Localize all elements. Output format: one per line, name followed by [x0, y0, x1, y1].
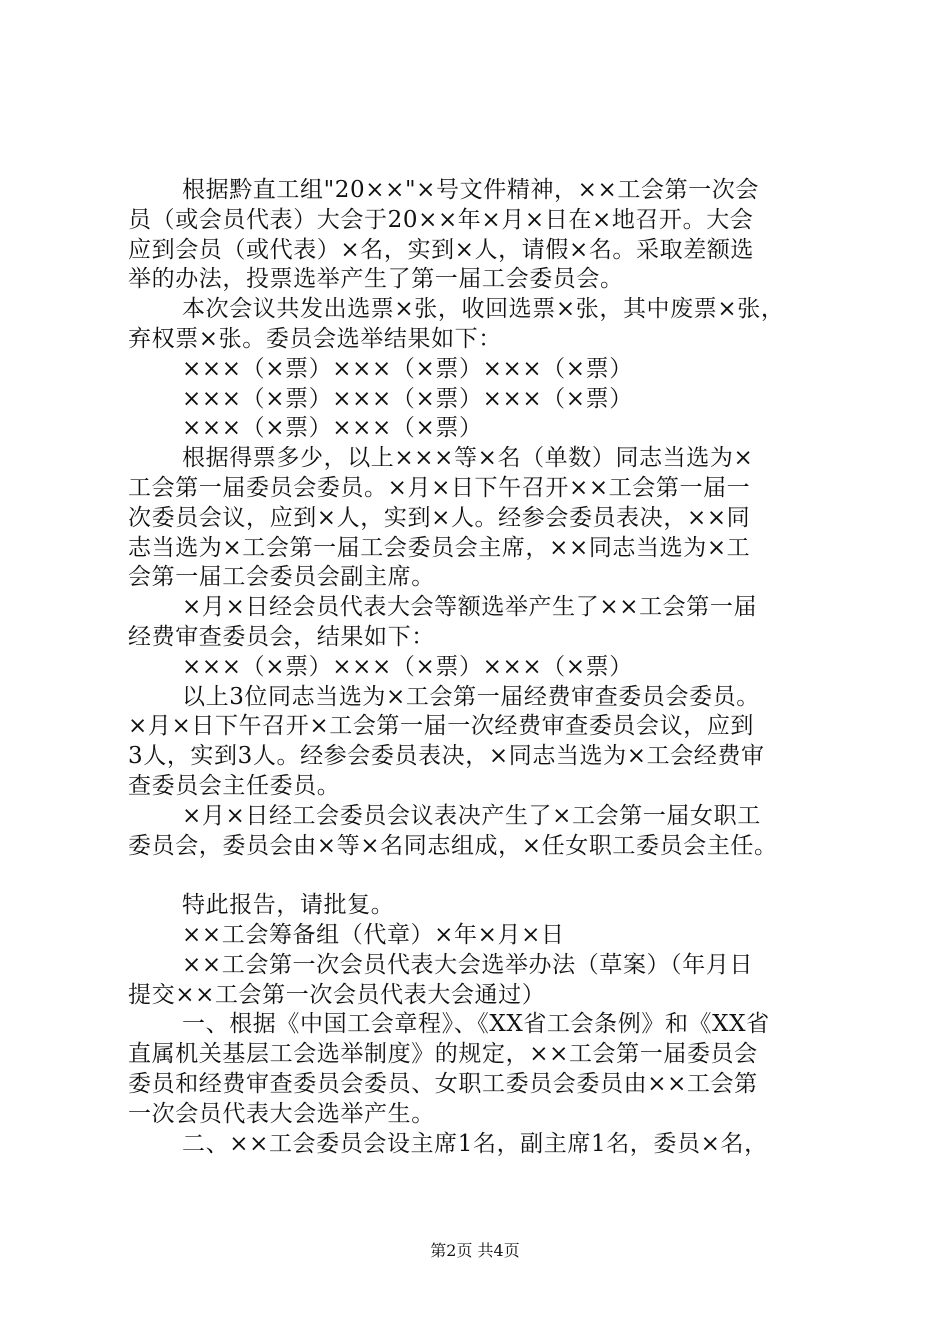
section-title-line: 提交××工会第一次会员代表大会通过）: [128, 981, 546, 1008]
text-line: 举的办法，投票选举产生了第一届工会委员会。: [128, 266, 624, 293]
text-line: 根据得票多少，以上×××等×名（单数）同志当选为×: [182, 445, 754, 472]
paragraph-gap: [128, 861, 848, 891]
text-line: 本次会议共发出选票×张，收回选票×张，其中废票×张，: [182, 296, 785, 323]
text-line: ×月×日经会员代表大会等额选举产生了××工会第一届: [182, 594, 758, 621]
vote-result-line: ×××（×票）×××（×票）×××（×票）: [182, 653, 633, 680]
text-line: ×月×日下午召开×工会第一届一次经费审查委员会议，应到: [128, 713, 755, 740]
signature-line: ××工会筹备组（代章）×年×月×日: [182, 921, 565, 948]
text-line: 志当选为×工会第一届工会委员会主席，××同志当选为×工: [128, 534, 751, 561]
text-line: 委员会，委员会由×等×名同志组成，×任女职工委员会主任。: [128, 832, 778, 859]
text-line: 次委员会议，应到×人，实到×人。经参会委员表决，××同: [128, 504, 751, 531]
vote-result-line: ×××（×票）×××（×票）: [182, 415, 483, 442]
text-line: 根据黔直工组"20××"×号文件精神，××工会第一次会: [182, 177, 759, 203]
text-line: 弃权票×张。委员会选举结果如下：: [128, 325, 502, 352]
text-line: 经费审查委员会，结果如下：: [128, 623, 435, 650]
vote-result-line: ×××（×票）×××（×票）×××（×票）: [182, 355, 633, 382]
text-line: 以上3位同志当选为×工会第一届经费审查委员会委员。: [182, 683, 760, 710]
text-line: 一次会员代表大会选举产生。: [128, 1100, 435, 1127]
text-line: 应到会员（或代表）×名，实到×人，请假×名。采取差额选: [128, 236, 755, 263]
text-line: 特此报告，请批复。: [182, 892, 395, 919]
text-line: 二、××工会委员会设主席1名，副主席1名，委员×名，: [182, 1130, 768, 1157]
text-line: 会第一届工会委员会副主席。: [128, 564, 435, 591]
text-line: 委员和经费审查委员会委员、女职工委员会委员由××工会第: [128, 1070, 758, 1097]
page-footer: [0, 1240, 950, 1262]
text-line: 直属机关基层工会选举制度》的规定，××工会第一届委员会: [128, 1041, 758, 1068]
section-title-line: ××工会第一次会员代表大会选举办法（草案）（年月日: [182, 951, 754, 978]
text-line: 一、根据《中国工会章程》、《XX省工会条例》和《XX省: [182, 1011, 770, 1038]
document-body: [128, 176, 848, 1159]
text-line: 员（或会员代表）大会于20××年×月×日在×地召开。大会: [128, 206, 754, 233]
text-line: 查委员会主任委员。: [128, 772, 341, 799]
text-line: 3人，实到3人。经参会委员表决，×同志当选为×工会经费审: [128, 743, 765, 770]
vote-result-line: ×××（×票）×××（×票）×××（×票）: [182, 385, 633, 412]
page-number: 第2页 共4页: [430, 1241, 520, 1260]
text-line: 工会第一届委员会委员。×月×日下午召开××工会第一届一: [128, 474, 751, 501]
text-line: ×月×日经工会委员会议表决产生了×工会第一届女职工: [182, 802, 761, 829]
